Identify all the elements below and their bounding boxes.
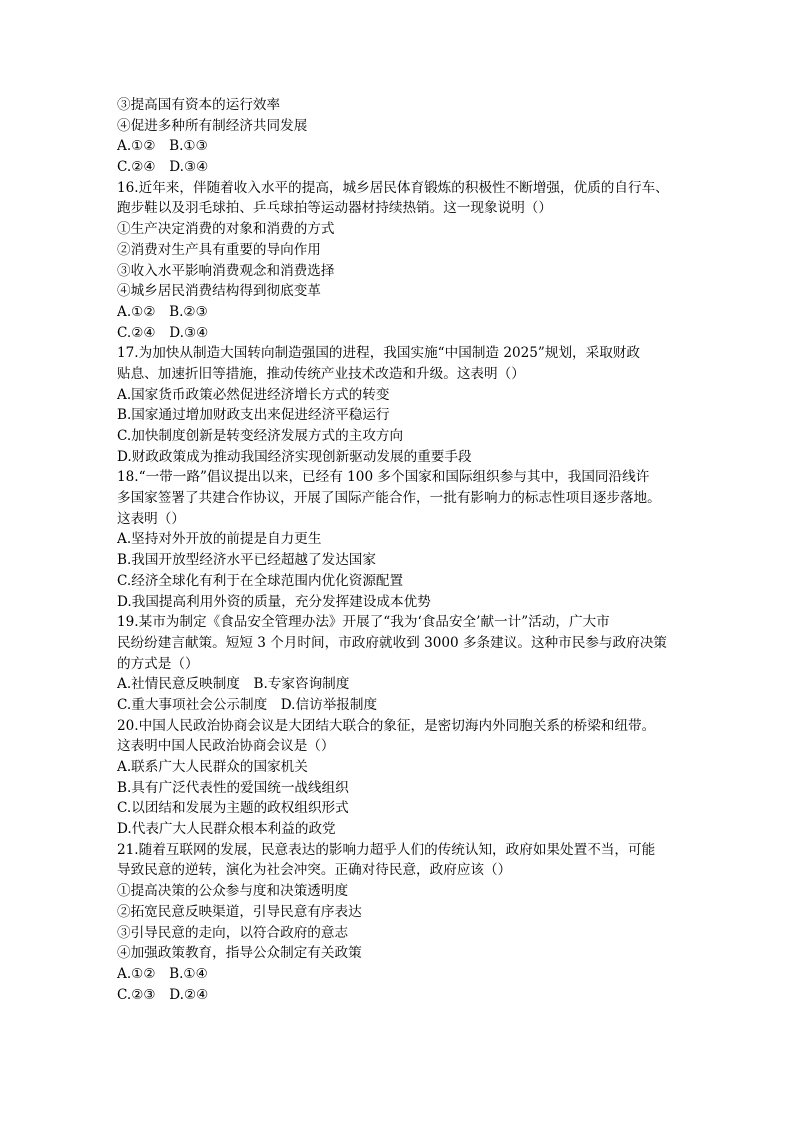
text-line: A.①② B.①④ xyxy=(117,965,208,982)
text-line: D.我国提高利用外资的质量，充分发挥建设成本优势 xyxy=(117,593,431,610)
text-line: B.具有广泛代表性的爱国统一战线组织 xyxy=(117,779,349,796)
text-line: A.①② B.①③ xyxy=(117,138,208,155)
text-line: 的方式是（） xyxy=(117,655,199,672)
text-line: 16.近年来，伴随着收入水平的提高，城乡居民体育锻炼的积极性不断增强，优质的自行车、 xyxy=(117,179,669,196)
text-line: 21.随着互联网的发展，民意表达的影响力超乎人们的传统认知，政府如果处置不当，可能 xyxy=(117,841,656,858)
text-line: 这表明中国人民政治协商会议是（） xyxy=(117,738,335,755)
text-line: 跑步鞋以及羽毛球拍、乒乓球拍等运动器材持续热销。这一现象说明（） xyxy=(117,200,552,217)
text-line: 18.“一带一路”倡议提出以来，已经有 100 多个国家和国际组织参与其中，我国同沿线许 xyxy=(117,469,650,486)
text-line: C.加快制度创新是转变经济发展方式的主攻方向 xyxy=(117,428,404,444)
text-line: D.代表广大人民群众根本利益的政党 xyxy=(117,821,336,838)
text-line: B.国家通过增加财政支出来促进经济平稳运行 xyxy=(117,407,390,424)
text-line: C.重大事项社会公示制度 D.信访举报制度 xyxy=(117,696,378,713)
text-line: A.①② B.②③ xyxy=(117,303,208,320)
text-line: ③引导民意的走向，以符合政府的意志 xyxy=(117,924,349,941)
text-line: ②消费对生产具有重要的导向作用 xyxy=(117,241,321,258)
text-line: C.②④ D.③④ xyxy=(117,324,209,341)
text-line: 19.某市为制定《食品安全管理办法》开展了“我为‘食品安全’献一计”活动，广大市 xyxy=(117,614,610,631)
text-line: A.坚持对外开放的前提是自力更生 xyxy=(117,531,322,548)
text-line: C.②③ D.②④ xyxy=(117,986,209,1003)
text-line: ①提高决策的公众参与度和决策透明度 xyxy=(117,883,349,900)
text-line: 民纷纷建言献策。短短 3 个月时间，市政府就收到 3000 多条建议。这种市民参与政府决策 xyxy=(117,634,667,651)
text-line: ②拓宽民意反映渠道，引导民意有序表达 xyxy=(117,903,362,920)
text-line: A.联系广大人民群众的国家机关 xyxy=(117,759,308,775)
text-line: ①生产决定消费的对象和消费的方式 xyxy=(117,221,335,238)
text-line: C.以团结和发展为主题的政权组织形式 xyxy=(117,800,349,817)
text-line: ③提高国有资本的运行效率 xyxy=(117,97,281,113)
text-line: 贴息、加速折旧等措施，推动传统产业技术改造和升级。这表明（） xyxy=(117,365,525,382)
text-line: 这表明（） xyxy=(117,510,185,527)
text-line: C.经济全球化有利于在全球范围内优化资源配置 xyxy=(117,572,404,589)
text-line: 20.中国人民政治协商会议是大团结大联合的象征，是密切海内外同胞关系的桥梁和纽带。 xyxy=(117,717,656,734)
text-line: 导致民意的逆转，演化为社会冲突。正确对待民意，政府应该（） xyxy=(117,862,512,879)
text-line: ④城乡居民消费结构得到彻底变革 xyxy=(117,283,321,300)
text-line: A.社情民意反映制度 B.专家咨询制度 xyxy=(117,676,350,693)
text-line: ④促进多种所有制经济共同发展 xyxy=(117,117,308,134)
text-line: 多国家签署了共建合作协议，开展了国际产能合作，一批有影响力的标志性项目逐步落地。 xyxy=(117,490,661,507)
text-line: A.国家货币政策必然促进经济增长方式的转变 xyxy=(117,386,390,403)
document-body xyxy=(117,95,682,1005)
text-line: B.我国开放型经济水平已经超越了发达国家 xyxy=(117,552,376,569)
text-line: D.财政政策成为推动我国经济实现创新驱动发展的重要手段 xyxy=(117,448,472,465)
text-line: ③收入水平影响消费观念和消费选择 xyxy=(117,262,335,279)
text-line: ④加强政策教育，指导公众制定有关政策 xyxy=(117,945,362,962)
text-line: 17.为加快从制造大国转向制造强国的进程，我国实施“中国制造 2025”规划，采取财政 xyxy=(117,345,641,362)
text-line: C.②④ D.③④ xyxy=(117,159,209,176)
